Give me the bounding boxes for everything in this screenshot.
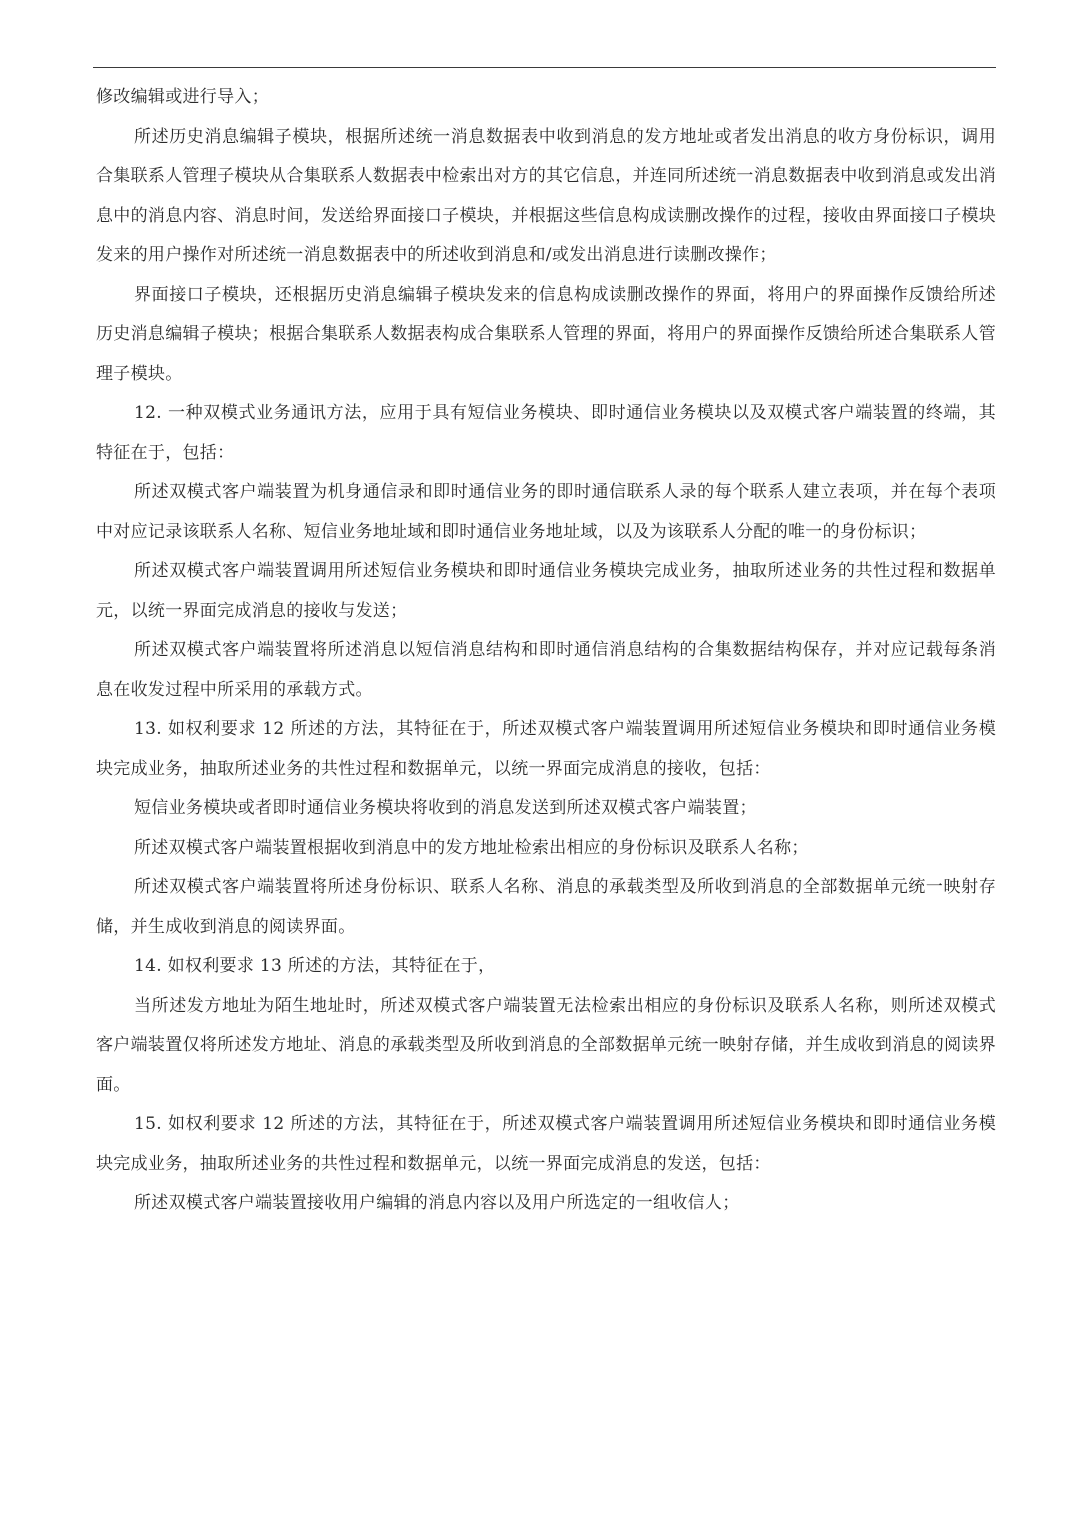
header-rule [93,67,996,68]
paragraph-continuation: 修改编辑或进行导入； [96,87,269,107]
paragraph-claim-15-step-1: 所述双模式客户端装置接收用户编辑的消息内容以及用户所选定的一组收信人； [134,1193,740,1213]
paragraph-claim-14-detail: 当所述发方地址为陌生地址时，所述双模式客户端装置无法检索出相应的身份标识及联系人名称，则所述双模式客户端装置仅将所述发方地址、消息的承载类型及所收到消息的全部数据单元统一映射存储，并生成收到消息的阅读界面。 [96,995,996,1095]
paragraph-claim-13-step-2: 所述双模式客户端装置根据收到消息中的发方地址检索出相应的身份标识及联系人名称； [134,837,809,858]
paragraph-claim-12: 12. 一种双模式业务通讯方法，应用于具有短信业务模块、即时通信业务模块以及双模式客户端装置的终端，其特征在于，包括： [96,403,996,463]
paragraph-claim-13-step-3: 所述双模式客户端装置将所述身份标识、联系人名称、消息的承载类型及所收到消息的全部数据单元统一映射存储，并生成收到消息的阅读界面。 [96,877,996,937]
paragraph-claim-13-step-1: 短信业务模块或者即时通信业务模块将收到的消息发送到所述双模式客户端装置； [134,798,757,818]
paragraph-claim-15: 15. 如权利要求 12 所述的方法，其特征在于，所述双模式客户端装置调用所述短信业务模块和即时通信业务模块完成业务，抽取所述业务的共性过程和数据单元，以统一界面完成消息的发送，包括： [96,1114,996,1174]
paragraph-claim-12-step-1: 所述双模式客户端装置为机身通信录和即时通信业务的即时通信联系人录的每个联系人建立表项，并在每个表项中对应记录该联系人名称、短信业务地址域和即时通信业务地址域，以及为该联系人分配的唯一的身份标识； [96,482,996,542]
paragraph-history-edit-submodule: 所述历史消息编辑子模块，根据所述统一消息数据表中收到消息的发方地址或者发出消息的收方身份标识，调用合集联系人管理子模块从合集联系人数据表中检索出对方的其它信息，并连同所述统一消息数据表中收到消息或发出消息中的消息内容、消息时间，发送给界面接口子模块，并根据这些信息构成读删改操作的过程，接收由界面接口子模块发来的用户操作对所述统一消息数据表中的所述收到消息和/或发出消息进行读删改操作； [96,126,996,265]
paragraph-claim-12-step-2: 所述双模式客户端装置调用所述短信业务模块和即时通信业务模块完成业务，抽取所述业务的共性过程和数据单元，以统一界面完成消息的接收与发送； [96,561,996,621]
paragraph-claim-13: 13. 如权利要求 12 所述的方法，其特征在于，所述双模式客户端装置调用所述短信业务模块和即时通信业务模块完成业务，抽取所述业务的共性过程和数据单元，以统一界面完成消息的接收，包括： [96,719,996,779]
paragraph-claim-14: 14. 如权利要求 13 所述的方法，其特征在于， [134,956,496,976]
document-body [96,78,996,1224]
paragraph-claim-12-step-3: 所述双模式客户端装置将所述消息以短信消息结构和即时通信消息结构的合集数据结构保存，并对应记载每条消息在收发过程中所采用的承载方式。 [96,640,996,700]
paragraph-interface-submodule: 界面接口子模块，还根据历史消息编辑子模块发来的信息构成读删改操作的界面，将用户的界面操作反馈给所述历史消息编辑子模块；根据合集联系人数据表构成合集联系人管理的界面，将用户的界面操作反馈给所述合集联系人管理子模块。 [96,284,996,384]
